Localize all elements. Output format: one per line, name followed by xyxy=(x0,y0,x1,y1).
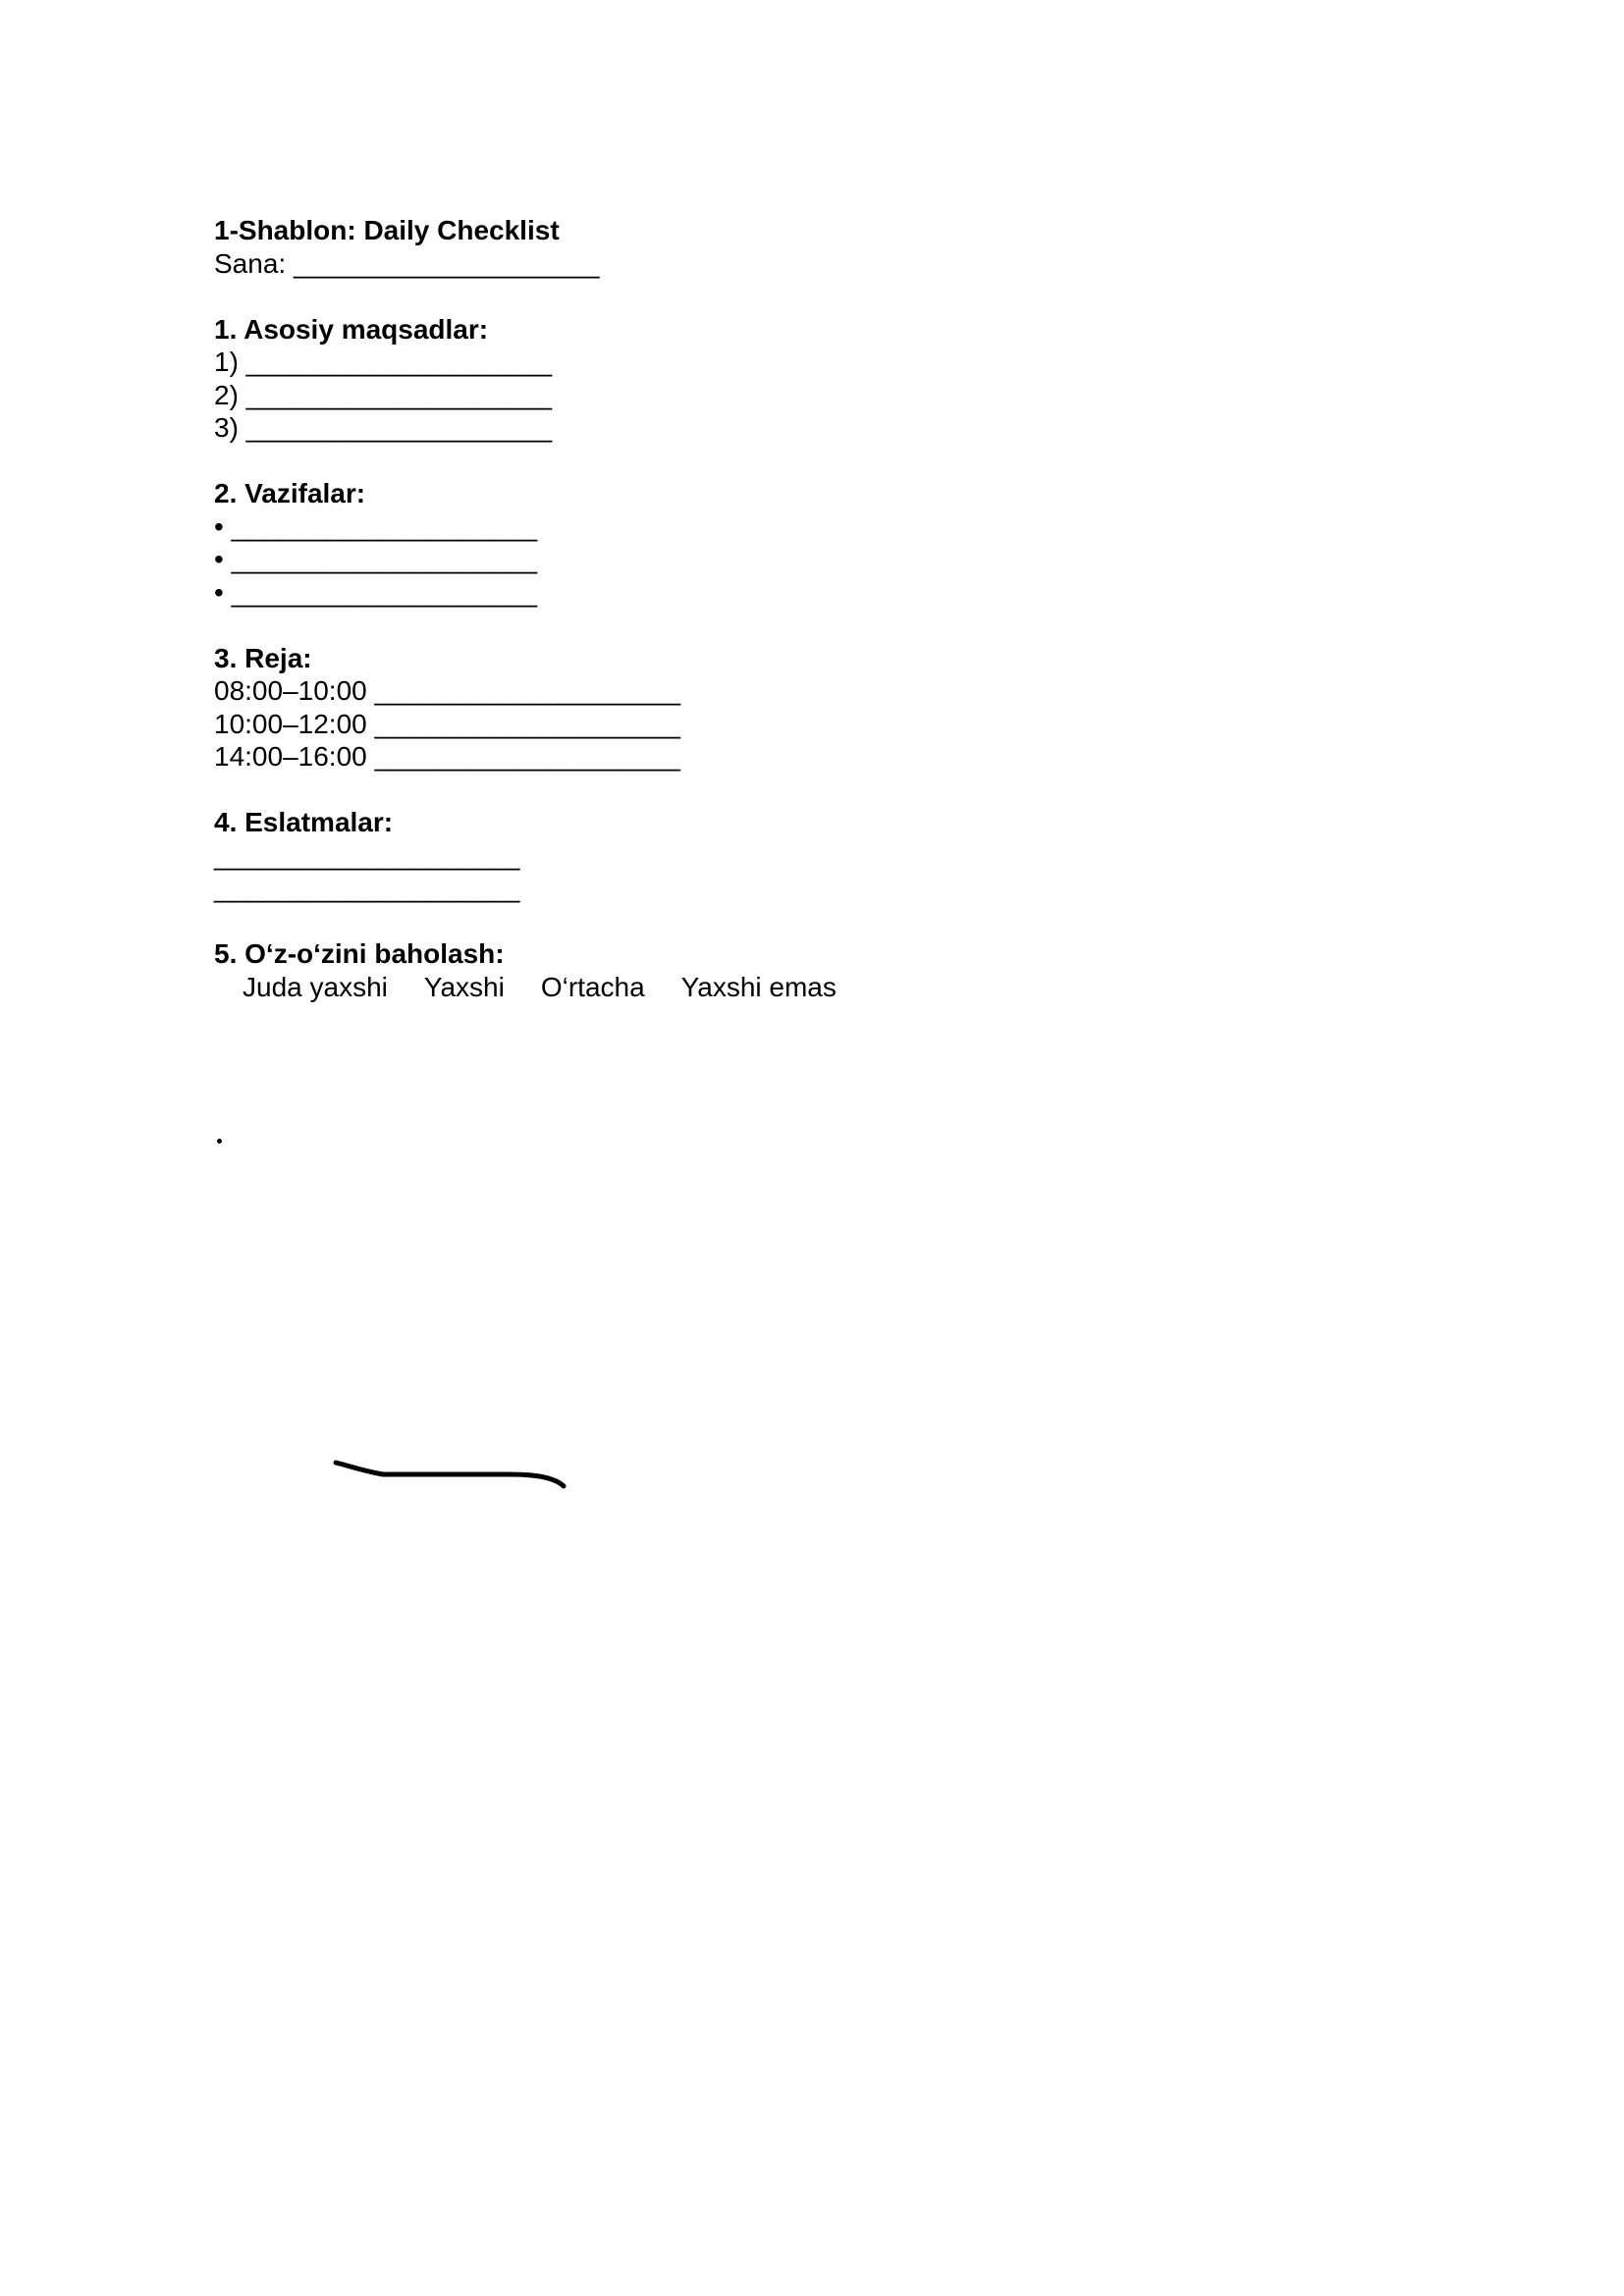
goal-line: 3) ____________________ xyxy=(214,412,553,443)
rating-options xyxy=(214,971,1294,1004)
plan-line: 14:00–16:00 ____________________ xyxy=(214,741,680,772)
goal-line: 1) ____________________ xyxy=(214,347,553,377)
note-line: ____________________ xyxy=(214,873,520,903)
checklist-document xyxy=(214,214,1294,1003)
spacer xyxy=(214,280,1294,313)
notes-heading: 4. Eslatmalar: xyxy=(214,807,394,837)
rating-option: O‘rtacha xyxy=(540,971,645,1002)
spacer xyxy=(214,609,1294,642)
task-line: • ____________________ xyxy=(214,576,538,608)
plan-line: 08:00–10:00 ____________________ xyxy=(214,675,680,706)
goal-line: 2) ____________________ xyxy=(214,379,553,410)
pen-stroke-path xyxy=(336,1463,564,1486)
goals-heading: 1. Asosiy maqsadlar: xyxy=(214,313,489,345)
task-line: • ____________________ xyxy=(214,510,538,542)
tasks-heading: 2. Vazifalar: xyxy=(214,478,366,508)
plan-line: 10:00–12:00 ____________________ xyxy=(214,708,680,739)
spacer xyxy=(214,774,1294,807)
self-assessment-heading: 5. O‘z-o‘zini baholash: xyxy=(214,938,505,969)
document-title: 1-Shablon: Daily Checklist xyxy=(214,215,560,245)
spacer xyxy=(214,905,1294,938)
date-field: Sana: ____________________ xyxy=(214,247,600,279)
task-line: • ____________________ xyxy=(214,544,538,574)
note-line: ____________________ xyxy=(214,839,520,871)
rating-option: Juda yaxshi xyxy=(243,971,388,1002)
plan-heading: 3. Reja: xyxy=(214,642,312,673)
pen-stroke-mark xyxy=(324,1453,579,1502)
rating-option: Yaxshi xyxy=(423,971,505,1002)
stray-dot-mark xyxy=(217,1139,222,1144)
spacer xyxy=(214,445,1294,478)
rating-option: Yaxshi emas xyxy=(680,971,837,1002)
